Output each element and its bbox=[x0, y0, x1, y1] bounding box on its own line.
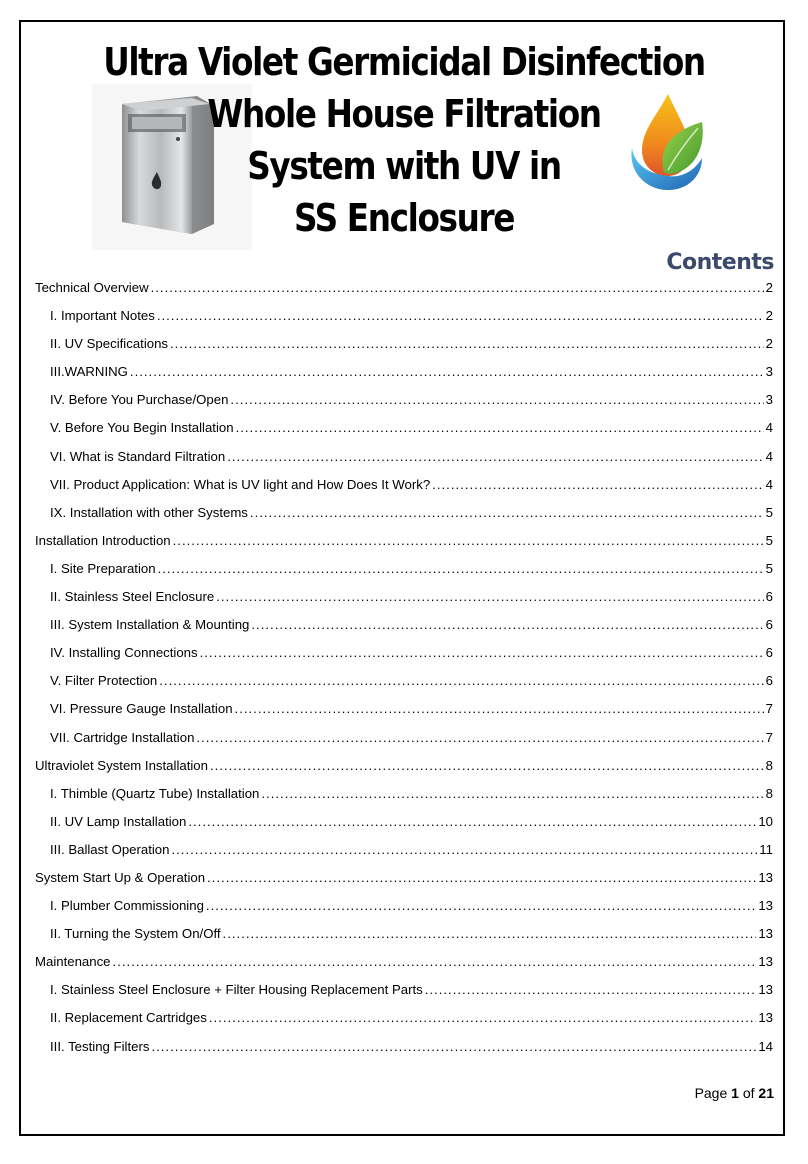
toc-entry-title[interactable]: Technical Overview bbox=[35, 280, 149, 295]
toc-entry-page: 2 bbox=[765, 336, 773, 352]
toc-entry-page: 13 bbox=[758, 898, 773, 914]
toc-entry-page: 2 bbox=[765, 308, 773, 324]
toc-entry-title[interactable]: V. Filter Protection bbox=[50, 673, 158, 689]
toc-leader-dots bbox=[130, 364, 764, 379]
toc-entry-page: 6 bbox=[765, 645, 773, 661]
toc-leader-dots bbox=[170, 336, 764, 351]
toc-leader-dots bbox=[151, 280, 764, 295]
toc-entry-title[interactable]: V. Before You Begin Installation bbox=[50, 420, 234, 436]
toc-entry[interactable] bbox=[35, 364, 773, 392]
toc-entry-page: 11 bbox=[759, 841, 773, 857]
toc-entry-page: 4 bbox=[765, 476, 773, 492]
toc-leader-dots bbox=[251, 617, 763, 632]
toc-entry[interactable] bbox=[35, 842, 773, 870]
toc-leader-dots bbox=[158, 561, 764, 576]
total-pages: 21 bbox=[758, 1085, 774, 1101]
toc-entry[interactable] bbox=[35, 561, 773, 589]
water-leaf-logo-icon bbox=[628, 92, 706, 192]
toc-entry-page: 2 bbox=[765, 280, 773, 295]
toc-leader-dots bbox=[171, 842, 757, 857]
toc-entry[interactable] bbox=[35, 786, 773, 814]
toc-entry[interactable] bbox=[35, 1010, 773, 1038]
toc-entry-page: 8 bbox=[765, 785, 773, 801]
toc-entry[interactable] bbox=[35, 505, 773, 533]
toc-entry-page: 6 bbox=[765, 589, 773, 605]
toc-entry-title[interactable]: II. Stainless Steel Enclosure bbox=[50, 589, 215, 605]
toc-entry[interactable] bbox=[35, 449, 773, 477]
title-line-4: SS Enclosure bbox=[293, 196, 515, 240]
title-line-1: Ultra Violet Germicidal Disinfection bbox=[103, 40, 705, 84]
toc-entry-page: 10 bbox=[758, 813, 773, 829]
toc-leader-dots bbox=[207, 870, 756, 885]
toc-leader-dots bbox=[223, 926, 757, 941]
toc-entry[interactable] bbox=[35, 589, 773, 617]
toc-leader-dots bbox=[216, 589, 763, 604]
toc-entry-title[interactable]: IV. Before You Purchase/Open bbox=[50, 392, 229, 408]
toc-entry[interactable] bbox=[35, 645, 773, 673]
toc-entry[interactable] bbox=[35, 280, 773, 308]
toc-entry-title[interactable]: I. Plumber Commissioning bbox=[50, 898, 204, 914]
toc-entry[interactable] bbox=[35, 701, 773, 729]
toc-entry-title[interactable]: I. Thimble (Quartz Tube) Installation bbox=[50, 785, 260, 801]
toc-leader-dots bbox=[250, 505, 764, 520]
toc-entry-page: 13 bbox=[758, 954, 773, 970]
toc-entry-title[interactable]: II. UV Lamp Installation bbox=[50, 813, 187, 829]
toc-entry-title[interactable]: VI. What is Standard Filtration bbox=[50, 448, 226, 464]
toc-entry[interactable] bbox=[35, 870, 773, 898]
toc-entry-page: 13 bbox=[758, 982, 773, 998]
toc-entry-title[interactable]: I. Site Preparation bbox=[50, 560, 156, 576]
toc-leader-dots bbox=[196, 730, 763, 745]
toc-leader-dots bbox=[200, 645, 764, 660]
toc-entry-page: 6 bbox=[765, 617, 773, 633]
toc-entry[interactable] bbox=[35, 420, 773, 448]
toc-entry-page: 4 bbox=[765, 420, 773, 436]
toc-entry[interactable] bbox=[35, 336, 773, 364]
toc-entry-title[interactable]: III. Ballast Operation bbox=[50, 841, 170, 857]
toc-leader-dots bbox=[173, 533, 764, 548]
toc-leader-dots bbox=[261, 786, 763, 801]
toc-entry-title[interactable]: IX. Installation with other Systems bbox=[50, 504, 248, 520]
toc-entry-title[interactable]: Maintenance bbox=[35, 954, 111, 970]
toc-entry-title[interactable]: II. Replacement Cartridges bbox=[50, 1010, 207, 1026]
toc-entry-title[interactable]: II. UV Specifications bbox=[50, 336, 169, 352]
toc-entry-page: 13 bbox=[758, 926, 773, 942]
toc-leader-dots bbox=[157, 308, 764, 323]
toc-entry-title[interactable]: IV. Installing Connections bbox=[50, 645, 198, 661]
toc-entry-page: 6 bbox=[765, 673, 773, 689]
toc-leader-dots bbox=[210, 758, 764, 773]
toc-entry[interactable] bbox=[35, 730, 773, 758]
toc-entry-title[interactable]: VII. Product Application: What is UV light and How Does It Work? bbox=[50, 476, 431, 492]
toc-entry-title[interactable]: Installation Introduction bbox=[35, 532, 171, 548]
toc-entry-page: 4 bbox=[765, 448, 773, 464]
table-of-contents bbox=[35, 280, 773, 1067]
toc-entry[interactable] bbox=[35, 673, 773, 701]
toc-leader-dots bbox=[227, 449, 763, 464]
toc-entry[interactable] bbox=[35, 758, 773, 786]
toc-entry-page: 5 bbox=[765, 504, 773, 520]
toc-leader-dots bbox=[159, 673, 763, 688]
toc-entry-page: 5 bbox=[765, 560, 773, 576]
toc-leader-dots bbox=[230, 392, 763, 407]
current-page: 1 bbox=[731, 1085, 739, 1101]
toc-entry-title[interactable]: Ultraviolet System Installation bbox=[35, 757, 208, 773]
toc-entry-title[interactable]: III. Testing Filters bbox=[50, 1038, 150, 1054]
toc-leader-dots bbox=[188, 814, 756, 829]
toc-entry-title[interactable]: I. Important Notes bbox=[50, 308, 155, 324]
toc-entry[interactable] bbox=[35, 1039, 773, 1067]
toc-entry-page: 13 bbox=[758, 869, 773, 885]
toc-entry[interactable] bbox=[35, 308, 773, 336]
toc-entry-title[interactable]: I. Stainless Steel Enclosure + Filter Housing Replacement Parts bbox=[50, 982, 423, 998]
toc-entry-page: 5 bbox=[765, 532, 773, 548]
toc-leader-dots bbox=[209, 1010, 756, 1025]
toc-entry-page: 7 bbox=[765, 701, 773, 717]
toc-leader-dots bbox=[235, 701, 764, 716]
title-line-2: Whole House Filtration bbox=[207, 92, 601, 136]
toc-leader-dots bbox=[425, 982, 757, 997]
toc-entry-page: 8 bbox=[765, 757, 773, 773]
toc-leader-dots bbox=[113, 954, 757, 969]
toc-entry-title[interactable]: III. System Installation & Mounting bbox=[50, 617, 250, 633]
toc-entry[interactable] bbox=[35, 533, 773, 561]
toc-entry-page: 7 bbox=[765, 729, 773, 745]
page-of-label: of bbox=[742, 1085, 755, 1101]
contents-heading: Contents bbox=[666, 250, 774, 275]
toc-leader-dots bbox=[432, 477, 763, 492]
toc-leader-dots bbox=[151, 1039, 756, 1054]
toc-entry[interactable] bbox=[35, 392, 773, 420]
toc-entry[interactable] bbox=[35, 617, 773, 645]
page-label: Page bbox=[694, 1085, 728, 1101]
title-line-3: System with UV in bbox=[247, 144, 561, 188]
toc-entry-title[interactable]: System Start Up & Operation bbox=[35, 869, 206, 885]
toc-entry[interactable] bbox=[35, 954, 773, 982]
toc-entry-page: 14 bbox=[758, 1038, 773, 1054]
toc-entry[interactable] bbox=[35, 477, 773, 505]
toc-entry-title[interactable]: VII. Cartridge Installation bbox=[50, 729, 195, 745]
toc-entry-title[interactable]: VI. Pressure Gauge Installation bbox=[50, 701, 233, 717]
toc-entry-page: 3 bbox=[765, 364, 773, 380]
toc-leader-dots bbox=[206, 898, 756, 913]
toc-entry-page: 13 bbox=[758, 1010, 773, 1026]
toc-leader-dots bbox=[236, 420, 764, 435]
toc-entry[interactable] bbox=[35, 926, 773, 954]
page-number bbox=[695, 1085, 774, 1101]
toc-entry-title[interactable]: III.WARNING bbox=[50, 364, 128, 380]
toc-entry[interactable] bbox=[35, 814, 773, 842]
toc-entry-title[interactable]: II. Turning the System On/Off bbox=[50, 926, 221, 942]
toc-entry-page: 3 bbox=[765, 392, 773, 408]
toc-entry[interactable] bbox=[35, 982, 773, 1010]
toc-entry[interactable] bbox=[35, 898, 773, 926]
